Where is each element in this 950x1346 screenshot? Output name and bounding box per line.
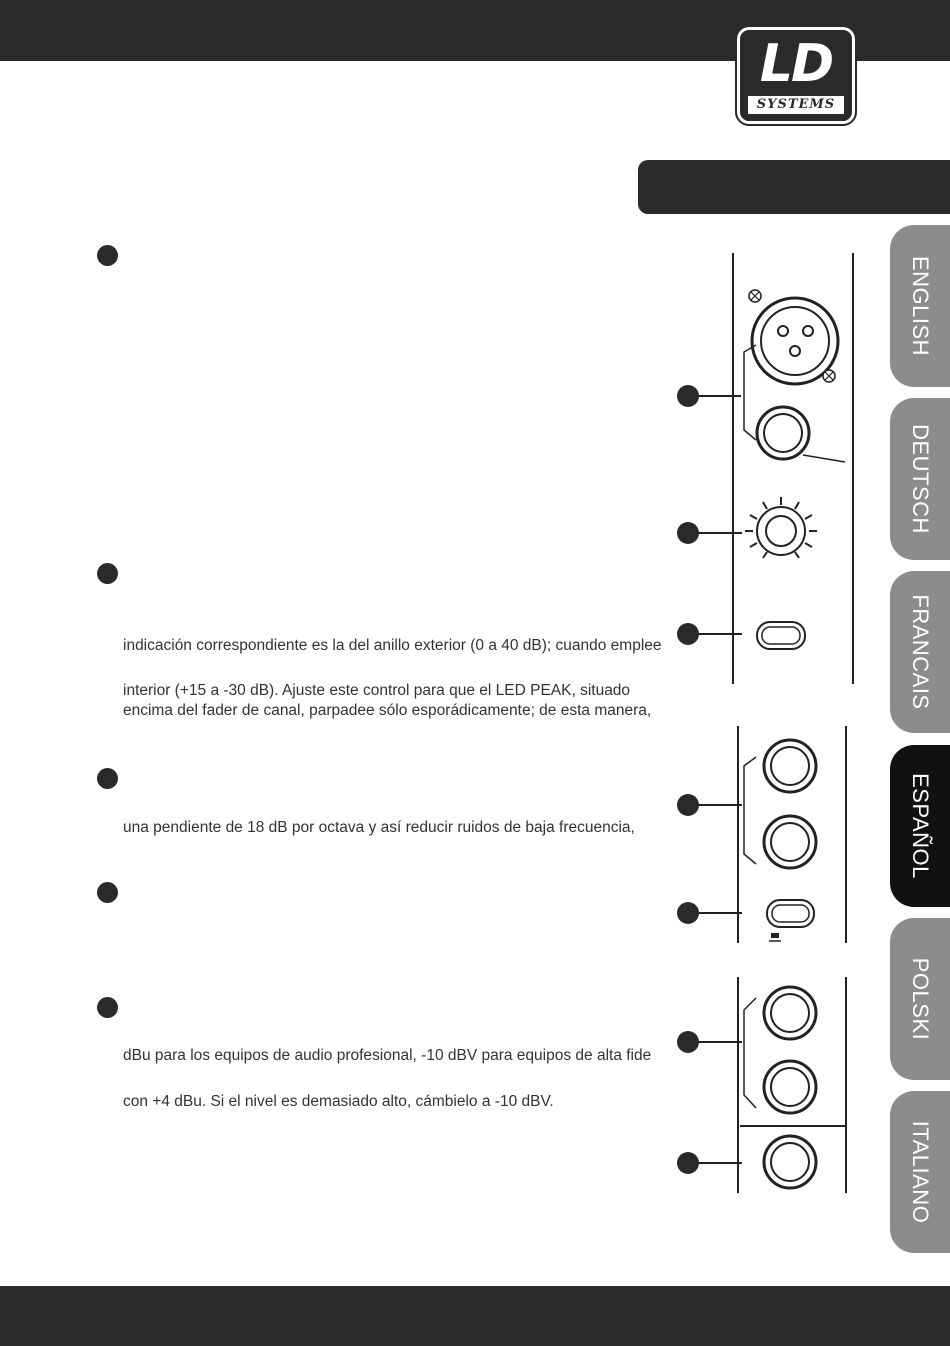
callout-dot [677, 385, 699, 407]
output-jack-2 [764, 1061, 816, 1113]
callout-dot [677, 1031, 699, 1053]
tab-english-label: ENGLISH [908, 255, 933, 357]
body-text-line: una pendiente de 18 dB por octava y así reducir ruidos de baja frecuencia, [123, 819, 635, 836]
callout-dot [677, 1152, 699, 1174]
tab-espanol-label: ESPAÑOL [908, 773, 933, 879]
insert-jack-1 [764, 740, 816, 792]
leader-line [803, 455, 845, 462]
insert-jack-2 [764, 816, 816, 868]
logo-subtitle-text: SYSTEMS [748, 96, 844, 114]
callout-dot [677, 902, 699, 924]
tab-italiano-label: ITALIANO [908, 1120, 933, 1224]
callout-dot [677, 522, 699, 544]
callout-dot [677, 794, 699, 816]
bracket-line [744, 757, 756, 864]
logo-brand-text: LD [759, 34, 833, 94]
body-text-line: indicación correspondiente es la del anillo exterior (0 a 40 dB); cuando emplee [123, 637, 662, 654]
body-text-line: con +4 dBu. Si el nivel es demasiado alto, cámbielo a -10 dBV. [123, 1093, 554, 1110]
tab-polski-label: POLSKI [908, 957, 933, 1041]
body-text-line: dBu para los equipos de audio profesional, -10 dBV para equipos de alta fide [123, 1047, 652, 1064]
line-input-jack [757, 407, 809, 459]
callout-dot [677, 623, 699, 645]
xlr-input-connector [749, 290, 838, 384]
output-jack-3 [764, 1136, 816, 1188]
body-text-line: encima del fader de canal, parpadee sólo esporádicamente; de esta manera, [123, 702, 652, 719]
tab-deutsch-label: DEUTSCH [908, 424, 933, 534]
switch-indicator-mark [771, 933, 779, 938]
bracket-line [744, 345, 756, 440]
gain-knob [745, 497, 817, 558]
body-text-line: interior (+15 a -30 dB). Ajuste este control para que el LED PEAK, situado [123, 682, 631, 699]
bracket-line [744, 998, 756, 1108]
output-jack-1 [764, 987, 816, 1039]
tab-francais-label: FRANCAIS [908, 594, 933, 710]
bottom-footer-bar [0, 1286, 950, 1346]
